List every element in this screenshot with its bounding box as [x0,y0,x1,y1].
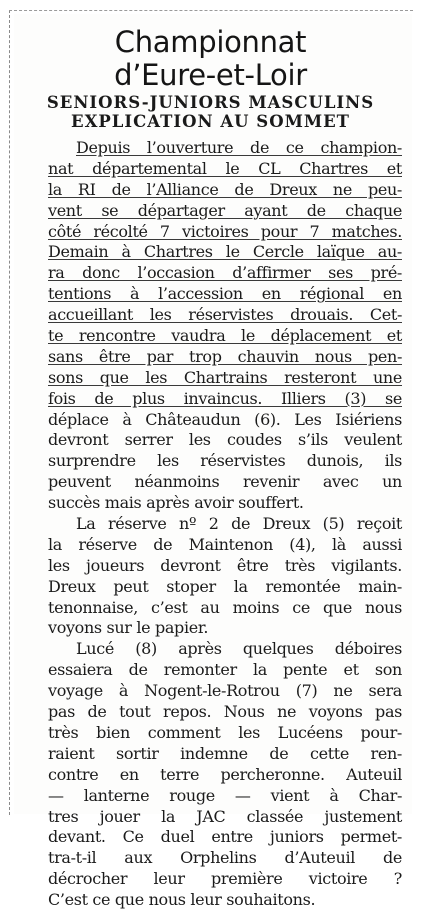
body-line: sans être par trop chauvin nous pen- [48,346,402,366]
subheadline-line-2: EXPLICATION AU SOMMET [71,112,350,131]
body-line: surprendre les réservistes dunois, ils [48,451,402,471]
body-line: voyons sur le papier. [48,618,209,638]
body-line: peuvent néanmoins revenir avec un [48,472,402,492]
body-line: sons que les Chartrains resteront une [48,367,402,387]
body-line: tenonnaise, c’est au moins ce que nous [48,597,402,617]
body-line: tra-t-il aux Orphelins d’Auteuil de [48,848,402,868]
headline-line-2: d’Eure-et-Loir [114,58,307,92]
body-line: La réserve nº 2 de Dreux (5) reçoit [76,514,402,534]
body-line: décrocher leur première victoire ? [48,869,402,889]
body-line: devant. Ce duel entre juniors permet- [48,827,402,847]
body-line: essaiera de remonter la pente et son [48,660,402,680]
body-line: côté récolté 7 victoires pour 7 matches. [48,221,402,241]
body-line: Dreux peut stoper la remontée main- [48,576,402,596]
headline-line-1: Championnat [114,25,307,59]
body-line: raient sortir indemne de cette ren- [48,743,402,763]
body-line: Lucé (8) après quelques déboires [76,639,402,659]
body-line: — lanterne rouge — vient à Char- [48,785,402,805]
body-line: Depuis l’ouverture de ce champion- [76,138,402,157]
body-line: nat départemental le CL Chartres et [48,158,402,178]
body-line: très bien comment les Lucéens pour- [48,722,402,742]
body-line: devront serrer les coudes s’ils veulent [48,430,402,450]
body-line: succès mais après avoir souffert. [48,493,304,513]
body-line: la RI de l’Alliance de Dreux ne peu- [48,179,402,199]
body-line: fois de plus invaincus. Illiers (3) se [48,388,402,408]
subheadline-line-1: SENIORS-JUNIORS MASCULINS [46,93,375,112]
body-line: la réserve de Maintenon (4), là aussi [48,534,402,554]
body-line: tentions à l’accession en régional en [48,284,402,304]
article-body [48,138,402,911]
body-line: pas de tout repos. Nous ne voyons pas [48,702,402,722]
body-line: déplace à Châteaudun (6). Les Isiériens [48,409,402,429]
body-line: accueillant les réservistes drouais. Cet- [48,305,402,325]
clipping-top-edge [9,10,413,11]
body-line: contre en terre percheronne. Auteuil [48,764,402,784]
body-line: te rencontre vaudra le déplacement et [48,326,402,346]
body-line: tres jouer la JAC classée justement [48,806,402,826]
body-line: Demain à Chartres le Cercle laïque au- [48,242,402,262]
body-line: voyage à Nogent-le-Rotrou (7) ne sera [48,681,402,701]
body-line: ra donc l’occasion d’affirmer ses pré- [48,263,402,283]
body-line: les joueurs devront être très vigilants. [48,555,402,575]
body-line: C’est ce que nous leur souhaitons. [48,890,316,910]
body-line: vent se départager ayant de chaque [48,200,402,220]
